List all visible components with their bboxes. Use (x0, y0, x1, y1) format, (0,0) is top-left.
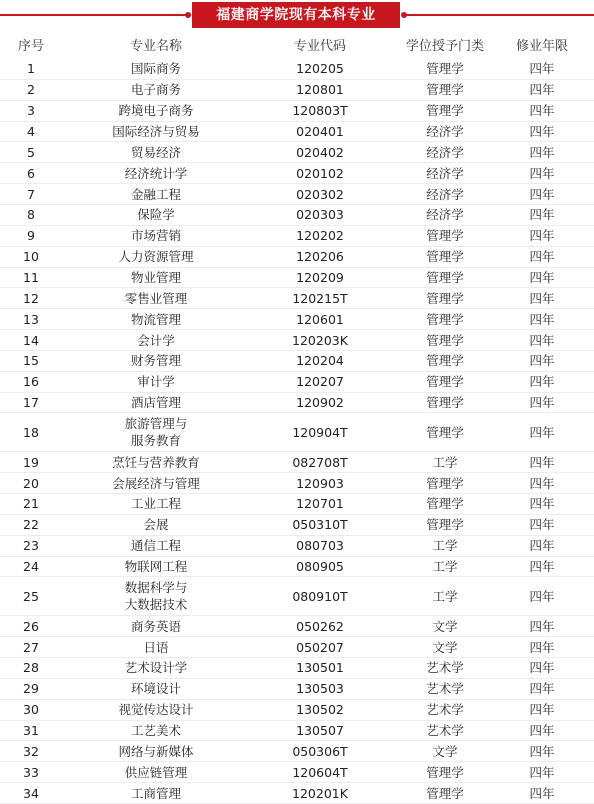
degree-category: 管理学 (426, 311, 464, 327)
major-code: 020402 (296, 144, 344, 160)
major-name: 视觉传达设计 (118, 702, 194, 718)
major-code: 120803T (292, 103, 348, 119)
degree-category: 管理学 (426, 269, 464, 285)
major-name: 工艺美术 (130, 723, 181, 738)
table-row (0, 142, 594, 163)
major-code: 020303 (296, 207, 344, 223)
major-name: 电子商务 (130, 82, 181, 98)
major-name: 物业管理 (130, 269, 181, 285)
table-row (0, 372, 594, 393)
major-code: 120215T (292, 290, 348, 306)
study-years: 四年 (529, 496, 555, 512)
study-years: 四年 (529, 559, 555, 575)
degree-category: 艺术学 (426, 660, 464, 676)
page-title: 福建商学院现有本科专业 (192, 2, 400, 28)
major-name: 审计学 (137, 374, 175, 390)
header-no: 序号 (17, 39, 44, 54)
major-name: 金融工程 (130, 186, 181, 202)
major-code: 080703 (296, 538, 344, 554)
table-row (0, 205, 594, 226)
row-number: 1 (27, 61, 35, 77)
major-name: 网络与新媒体 (118, 743, 194, 759)
row-number: 29 (23, 681, 39, 697)
table-row (0, 577, 594, 616)
study-years: 四年 (529, 311, 555, 327)
major-code: 050207 (296, 639, 344, 655)
degree-category: 工学 (432, 559, 458, 575)
table-header (0, 35, 594, 59)
study-years: 四年 (529, 639, 555, 655)
table-row (0, 783, 594, 804)
row-number: 31 (23, 723, 39, 738)
major-name: 人力资源管理 (118, 249, 194, 265)
major-name: 零售业管理 (124, 290, 188, 306)
study-years: 四年 (529, 743, 555, 759)
row-number: 4 (27, 123, 35, 139)
table-row (0, 393, 594, 414)
major-code: 080910T (292, 588, 348, 604)
table-row (0, 226, 594, 247)
degree-category: 经济学 (426, 186, 464, 202)
row-number: 17 (23, 395, 39, 411)
row-number: 22 (23, 517, 39, 533)
major-code: 120202 (296, 228, 344, 244)
study-years: 四年 (529, 290, 555, 306)
major-code: 050310T (292, 517, 348, 533)
row-number: 27 (23, 639, 39, 655)
title-rule-dot (401, 12, 407, 18)
major-name: 商务英语 (130, 618, 181, 634)
major-code: 120201K (292, 785, 348, 801)
header-category: 学位授予门类 (405, 39, 484, 54)
major-name: 酒店管理 (130, 395, 181, 411)
major-code: 120801 (296, 82, 344, 98)
table-row (0, 452, 594, 473)
study-years: 四年 (529, 61, 555, 77)
major-name: 通信工程 (130, 538, 181, 554)
major-code: 020401 (296, 123, 344, 139)
row-number: 16 (23, 374, 39, 390)
major-code: 130502 (296, 702, 344, 718)
major-code: 130501 (296, 660, 344, 676)
table-row (0, 637, 594, 658)
majors-table (0, 59, 594, 804)
degree-category: 管理学 (426, 475, 464, 491)
row-number: 3 (27, 103, 35, 119)
major-name: 烹饪与营养教育 (112, 454, 200, 470)
major-code: 020302 (296, 186, 344, 202)
major-name: 艺术设计学 (124, 660, 188, 676)
study-years: 四年 (529, 228, 555, 244)
major-code: 120601 (296, 311, 344, 327)
study-years: 四年 (529, 538, 555, 554)
study-years: 四年 (529, 144, 555, 160)
row-number: 21 (23, 496, 39, 512)
major-name: 旅游管理与 服务教育 (124, 416, 188, 449)
row-number: 23 (23, 538, 39, 554)
row-number: 15 (23, 353, 39, 369)
row-number: 28 (23, 660, 39, 676)
degree-category: 艺术学 (426, 723, 464, 738)
study-years: 四年 (529, 395, 555, 411)
major-name: 会计学 (137, 332, 175, 348)
table-row (0, 59, 594, 80)
degree-category: 文学 (432, 743, 458, 759)
row-number: 20 (23, 475, 39, 491)
degree-category: 经济学 (426, 207, 464, 223)
degree-category: 工学 (432, 588, 458, 604)
row-number: 34 (23, 785, 39, 801)
degree-category: 工学 (432, 454, 458, 470)
row-number: 25 (23, 588, 39, 604)
table-row (0, 679, 594, 700)
row-number: 7 (27, 186, 35, 202)
row-number: 11 (23, 269, 39, 285)
study-years: 四年 (529, 424, 555, 440)
major-name: 日语 (143, 639, 169, 655)
table-row (0, 247, 594, 268)
degree-category: 管理学 (426, 517, 464, 533)
study-years: 四年 (529, 618, 555, 634)
major-code: 120206 (296, 249, 344, 265)
degree-category: 管理学 (426, 374, 464, 390)
major-name: 贸易经济 (130, 144, 181, 160)
table-row (0, 80, 594, 101)
degree-category: 经济学 (426, 165, 464, 181)
major-name: 国际经济与贸易 (112, 123, 200, 139)
major-name: 会展 (143, 517, 169, 533)
study-years: 四年 (529, 249, 555, 265)
degree-category: 艺术学 (426, 702, 464, 718)
degree-category: 文学 (432, 639, 458, 655)
major-code: 120701 (296, 496, 344, 512)
table-row (0, 700, 594, 721)
table-row (0, 351, 594, 372)
row-number: 18 (23, 424, 39, 440)
major-name: 数据科学与 大数据技术 (124, 580, 188, 613)
study-years: 四年 (529, 702, 555, 718)
study-years: 四年 (529, 764, 555, 780)
study-years: 四年 (529, 269, 555, 285)
row-number: 33 (23, 764, 39, 780)
study-years: 四年 (529, 723, 555, 738)
study-years: 四年 (529, 123, 555, 139)
row-number: 30 (23, 702, 39, 718)
study-years: 四年 (529, 82, 555, 98)
degree-category: 文学 (432, 618, 458, 634)
degree-category: 管理学 (426, 353, 464, 369)
study-years: 四年 (529, 681, 555, 697)
table-row (0, 414, 594, 453)
major-code: 120903 (296, 475, 344, 491)
major-code: 082708T (292, 454, 348, 470)
table-row (0, 721, 594, 742)
major-name: 财务管理 (130, 353, 181, 369)
major-name: 国际商务 (130, 61, 181, 77)
major-code: 050306T (292, 743, 348, 759)
title-bar (0, 0, 594, 30)
major-name: 经济统计学 (124, 165, 188, 181)
major-code: 080905 (296, 559, 344, 575)
major-code: 120604T (292, 764, 348, 780)
row-number: 6 (27, 165, 35, 181)
study-years: 四年 (529, 454, 555, 470)
study-years: 四年 (529, 374, 555, 390)
study-years: 四年 (529, 475, 555, 491)
row-number: 9 (27, 228, 35, 244)
degree-category: 工学 (432, 538, 458, 554)
study-years: 四年 (529, 165, 555, 181)
study-years: 四年 (529, 517, 555, 533)
study-years: 四年 (529, 353, 555, 369)
table-row (0, 494, 594, 515)
table-row (0, 288, 594, 309)
row-number: 8 (27, 207, 35, 223)
header-name: 专业名称 (129, 39, 182, 54)
table-row (0, 741, 594, 762)
row-number: 26 (23, 618, 39, 634)
major-code: 120204 (296, 353, 344, 369)
major-name: 保险学 (137, 207, 175, 223)
degree-category: 经济学 (426, 144, 464, 160)
table-row (0, 762, 594, 783)
major-code: 120203K (292, 332, 348, 348)
table-row (0, 616, 594, 637)
table-row (0, 330, 594, 351)
title-rule-right (404, 14, 594, 16)
study-years: 四年 (529, 785, 555, 801)
row-number: 19 (23, 454, 39, 470)
degree-category: 艺术学 (426, 681, 464, 697)
major-name: 跨境电子商务 (118, 103, 194, 119)
table-row (0, 268, 594, 289)
title-rule-dot (185, 12, 191, 18)
study-years: 四年 (529, 332, 555, 348)
table-row (0, 122, 594, 143)
row-number: 14 (23, 332, 39, 348)
major-code: 020102 (296, 165, 344, 181)
row-number: 5 (27, 144, 35, 160)
major-code: 120205 (296, 61, 344, 77)
degree-category: 管理学 (426, 764, 464, 780)
study-years: 四年 (529, 103, 555, 119)
degree-category: 经济学 (426, 123, 464, 139)
degree-category: 管理学 (426, 424, 464, 440)
degree-category: 管理学 (426, 496, 464, 512)
major-name: 工商管理 (130, 785, 181, 801)
study-years: 四年 (529, 207, 555, 223)
header-code: 专业代码 (293, 39, 346, 54)
degree-category: 管理学 (426, 290, 464, 306)
study-years: 四年 (529, 660, 555, 676)
degree-category: 管理学 (426, 61, 464, 77)
table-row (0, 473, 594, 494)
table-row (0, 557, 594, 578)
row-number: 10 (23, 249, 39, 265)
major-name: 物联网工程 (124, 559, 188, 575)
degree-category: 管理学 (426, 395, 464, 411)
major-code: 050262 (296, 618, 344, 634)
table-row (0, 163, 594, 184)
major-name: 工业工程 (130, 496, 181, 512)
major-code: 130503 (296, 681, 344, 697)
degree-category: 管理学 (426, 82, 464, 98)
major-code: 120209 (296, 269, 344, 285)
table-row (0, 658, 594, 679)
row-number: 12 (23, 290, 39, 306)
degree-category: 管理学 (426, 332, 464, 348)
major-name: 供应链管理 (124, 764, 188, 780)
major-code: 120902 (296, 395, 344, 411)
major-code: 130507 (296, 723, 344, 738)
table-row (0, 184, 594, 205)
major-code: 120904T (292, 424, 348, 440)
major-name: 市场营销 (130, 228, 181, 244)
major-name: 环境设计 (130, 681, 181, 697)
major-name: 会展经济与管理 (112, 475, 200, 491)
table-row (0, 536, 594, 557)
row-number: 24 (23, 559, 39, 575)
degree-category: 管理学 (426, 103, 464, 119)
title-rule-left (0, 14, 188, 16)
degree-category: 管理学 (426, 249, 464, 265)
row-number: 13 (23, 311, 39, 327)
header-years: 修业年限 (515, 39, 568, 54)
major-code: 120207 (296, 374, 344, 390)
study-years: 四年 (529, 588, 555, 604)
degree-category: 管理学 (426, 785, 464, 801)
major-name: 物流管理 (130, 311, 181, 327)
degree-category: 管理学 (426, 228, 464, 244)
table-row (0, 101, 594, 122)
table-row (0, 309, 594, 330)
table-row (0, 515, 594, 536)
row-number: 2 (27, 82, 35, 98)
row-number: 32 (23, 743, 39, 759)
study-years: 四年 (529, 186, 555, 202)
